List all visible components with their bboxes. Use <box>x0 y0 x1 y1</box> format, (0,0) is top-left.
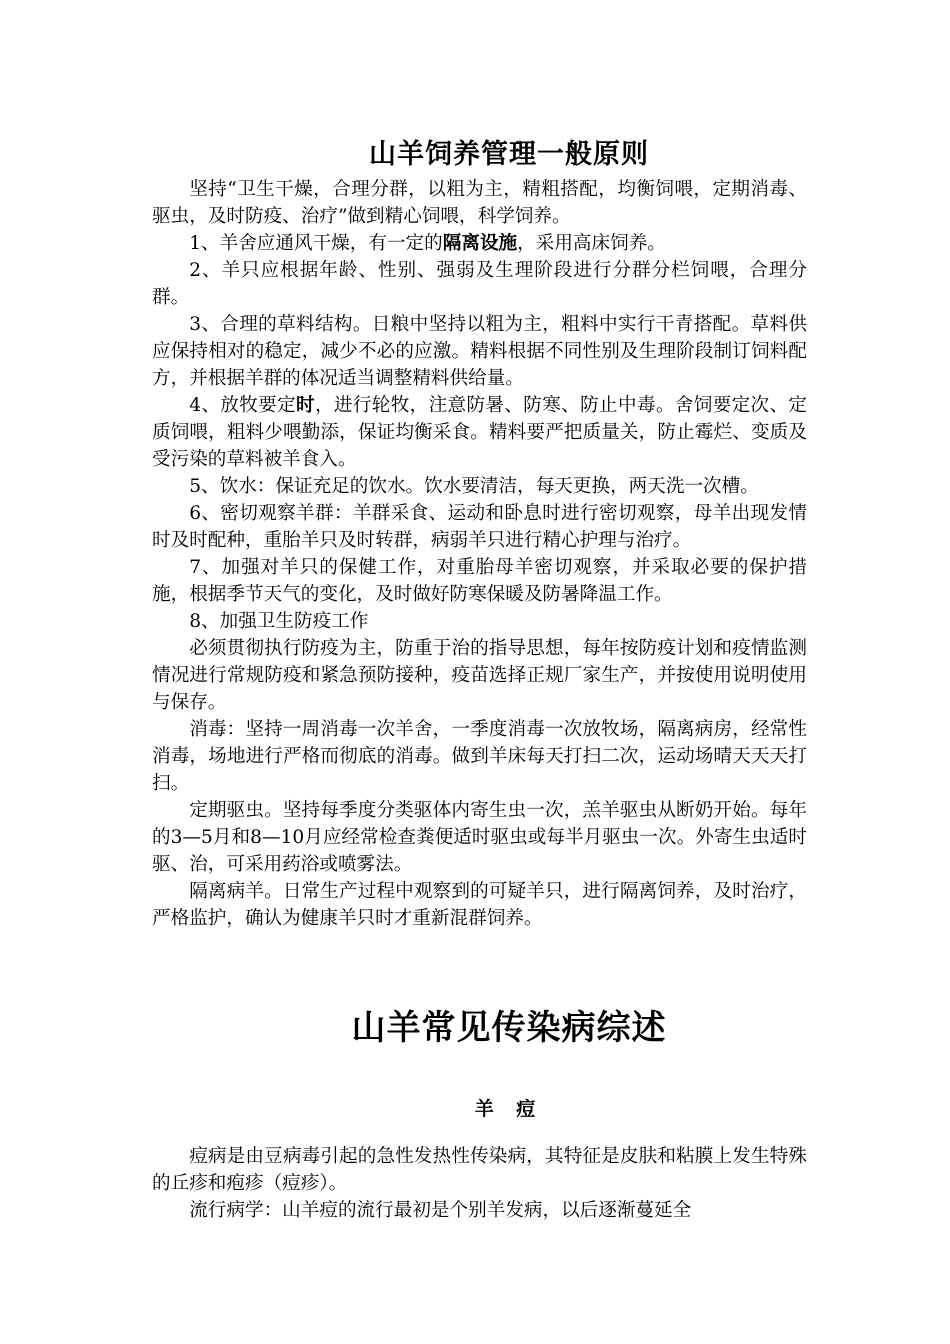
section-body-feeding <box>152 176 807 932</box>
paragraph: 8、加强卫生防疫工作 <box>189 611 369 632</box>
paragraph: 隔离病羊。日常生产过程中观察到的可疑羊只，进行隔离饲养，及时治疗，严格监护，确认为健康羊只时才重新混群饲养。 <box>152 881 807 929</box>
paragraph: 6、密切观察羊群：羊群采食、运动和卧息时进行密切观察，母羊出现发情时及时配种，重胎羊只及时转群，病弱羊只进行精心护理与治疗。 <box>152 503 807 551</box>
section-title-diseases: 山羊常见传染病综述 <box>351 1008 667 1048</box>
paragraph: 必须贯彻执行防疫为主，防重于治的指导思想，每年按防疫计划和疫情监测情况进行常规防疫和紧急预防接种，疫苗选择正规厂家生产，并按使用说明使用与保存。 <box>152 638 807 713</box>
paragraph: 5、饮水：保证充足的饮水。饮水要清洁，每天更换，两天洗一次槽。 <box>189 476 759 497</box>
text-run: ，进行轮牧，注意防暑、防寒、防止中毒。舍饲要定次、定质饲喂，粗料少喂勤添，保证均衡采食。精料要严把质量关，防止霉烂、变质及受污染的草料被羊食入。 <box>152 395 807 470</box>
text-run: 4、放牧要定 <box>189 395 297 416</box>
paragraph-item-4 <box>152 392 807 473</box>
bold-text: 隔离设施 <box>442 233 518 254</box>
paragraph: 痘病是由豆病毒引起的急性发热性传染病，其特征是皮肤和粘膜上发生特殊的丘疹和疱疹（痘疹）。 <box>152 1146 807 1194</box>
section-title-feeding: 山羊饲养管理一般原则 <box>369 139 649 170</box>
paragraph-item-1 <box>152 230 807 257</box>
paragraph: 定期驱虫。坚持每季度分类驱体内寄生虫一次，羔羊驱虫从断奶开始。每年的3—5月和8—10月应经常检查粪便适时驱虫或每半月驱虫一次。外寄生虫适时驱、治，可采用药浴或喷雾法。 <box>152 800 807 875</box>
paragraph: 消毒：坚持一周消毒一次羊舍，一季度消毒一次放牧场，隔离病房，经常性消毒，场地进行严格而彻底的消毒。做到羊床每天打扫二次，运动场晴天天天打扫。 <box>152 719 807 794</box>
paragraph: 坚持“卫生干燥，合理分群，以粗为主，精粗搭配，均衡饲喂，定期消毒、驱虫，及时防疫、治疗”做到精心饲喂，科学饲养。 <box>152 179 807 227</box>
bold-text: 时 <box>296 395 315 416</box>
paragraph: 流行病学：山羊痘的流行最初是个别羊发病，以后逐渐蔓延全 <box>189 1200 692 1221</box>
text-run: 1、羊舍应通风干燥，有一定的 <box>189 233 443 254</box>
subsection-title-sheep-pox: 羊 痘 <box>474 1098 544 1120</box>
section-body-sheep-pox <box>152 1143 807 1224</box>
text-run: ，采用高床饲养。 <box>517 233 666 254</box>
paragraph: 2、羊只应根据年龄、性别、强弱及生理阶段进行分群分栏饲喂，合理分群。 <box>152 260 807 308</box>
paragraph: 7、加强对羊只的保健工作，对重胎母羊密切观察，并采取必要的保护措施，根据季节天气的变化，及时做好防寒保暖及防暑降温工作。 <box>152 557 807 605</box>
paragraph: 3、合理的草料结构。日粮中坚持以粗为主，粗料中实行干青搭配。草料供应保持相对的稳定，减少不必的应激。精料根据不同性别及生理阶段制订饲料配方，并根据羊群的体况适当调整精料供给量。 <box>152 314 807 389</box>
